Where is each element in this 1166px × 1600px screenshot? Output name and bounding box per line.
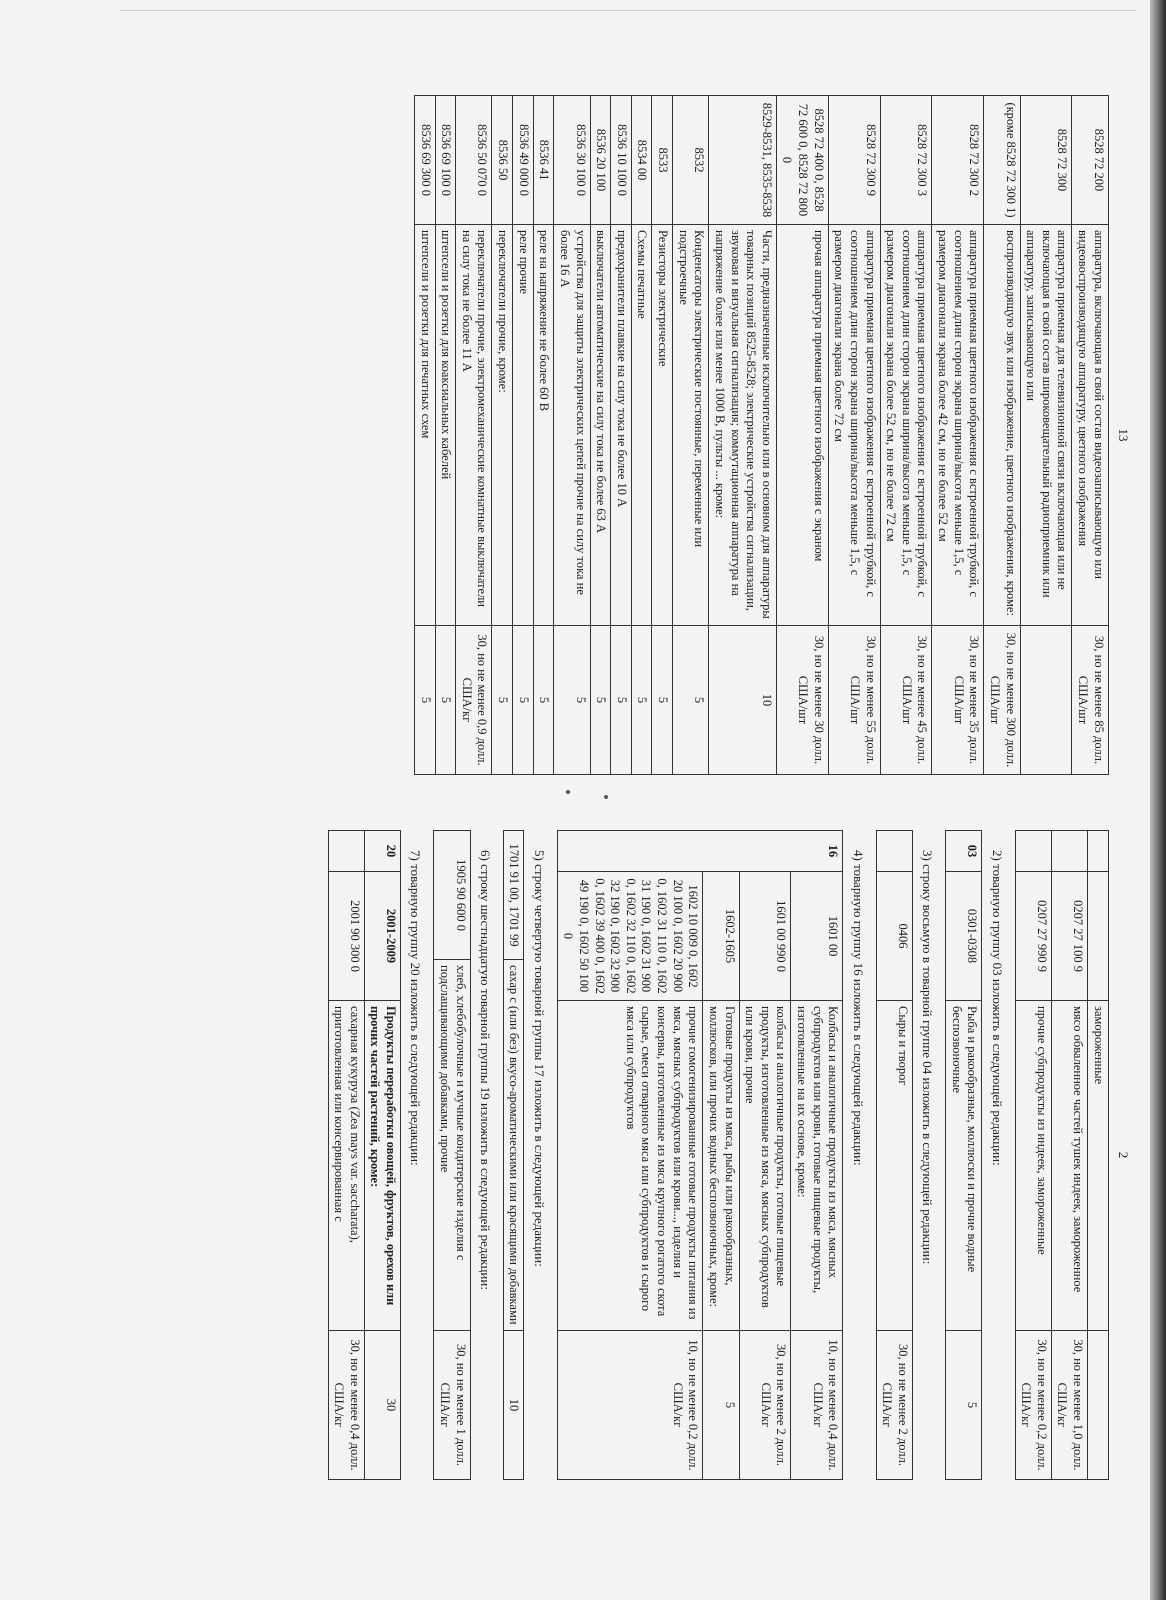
tnved-code: 8528 72 300 9 (828, 96, 880, 225)
tnved-code: 1905 90 600 0 (434, 831, 470, 960)
amendment-note-6: 6) строку шестнадцатую товарной группы 19 изложить в следующей редакции: (477, 850, 493, 1290)
description: Колбасы и аналогичные продукты из мяса, мясных субпродуктов или крови, готовые пищевые продукты, изготовленные на их основе, кроме: (791, 1001, 843, 1331)
table-row (554, 96, 590, 775)
description: Продукты переработки овощей, фруктов, орехов или прочих частей растений, кроме: (364, 1001, 400, 1331)
duty-rate: 5 (590, 626, 611, 775)
description: аппаратура приемная цветного изображения с встроенной трубкой, с соотношением длин сторон экрана ширина/высота меньше 1,5, с размером диагонали экрана более 52 см, но не более 72 см (880, 225, 932, 626)
tnved-code: 8528 72 300 3 (880, 96, 932, 225)
duty-rate: 30, но не менее 35 долл. США/шт (932, 626, 984, 775)
description: Сыры и творог (876, 1001, 912, 1331)
group-number: 16 (557, 831, 843, 872)
scan-speck (604, 795, 608, 799)
tnved-code: 8536 69 100 0 (435, 96, 456, 225)
duty-rate: 10, но не менее 0,2 долл. США/кг (557, 1331, 703, 1480)
table-row (709, 96, 777, 775)
duty-rate: 5 (492, 626, 513, 775)
tnved-code: 8533 (652, 96, 673, 225)
table-row (1020, 96, 1072, 775)
duty-rate: 30, но не менее 85 долл. США/шт (1072, 626, 1108, 775)
table-group-20 (328, 830, 402, 1480)
table-row (631, 96, 652, 775)
group-number: 03 (946, 831, 982, 872)
tnved-code (1088, 872, 1109, 1001)
description: устройства для защиты электрических цепей прочие на силу тока не более 16 А (554, 225, 590, 626)
duty-rate: 5 (703, 1331, 739, 1480)
description: Рыба и ракообразные, моллюски и прочие водные беспозвоночные (946, 1001, 982, 1331)
tnved-code: 0207 27 100 9 (1051, 872, 1087, 1001)
table-row (1015, 831, 1051, 1480)
table-row (503, 831, 524, 1480)
table-group-02-end (1015, 830, 1109, 1480)
tnved-code: 8534 00 (631, 96, 652, 225)
table-row (946, 831, 982, 1480)
table-row (984, 96, 1020, 775)
scan-speck (566, 790, 570, 794)
table-row (513, 96, 534, 775)
table-row (703, 831, 739, 1480)
table-row (791, 831, 843, 1480)
amendment-note-5: 5) строку четвертую товарной группы 17 изложить в следующей редакции: (531, 850, 547, 1267)
duty-rate: 10 (709, 626, 777, 775)
duty-rate: 5 (631, 626, 652, 775)
duty-rate (1020, 626, 1072, 775)
duty-rate: 30, но не менее 30 долл. США/шт (776, 626, 828, 775)
table-row (776, 96, 828, 775)
description: сахар с (или без) вкусо-ароматическими или красящими добавками (503, 960, 524, 1331)
description: прочие гомогенизированные готовые продукты питания из мяса, мясных субпродуктов или крови..., изделия и консервы, изготовленные из мяса крупного рогатого скота сырые, смеси отварного мяса или субпродуктов и сырого мяса или субпродуктов (557, 1001, 703, 1331)
tnved-code: 1701 91 00, 1701 99 (503, 831, 524, 960)
description: реле на напряжение не более 60 В (533, 225, 554, 626)
duty-rate: 30 (364, 1331, 400, 1480)
tnved-code: 8528 72 300 (1020, 96, 1072, 225)
table-group-16 (557, 830, 844, 1480)
duty-rate: 30, но не менее 45 долл. США/шт (880, 626, 932, 775)
description: колбасы и аналогичные продукты, готовые пищевые продукты, изготовленные из мяса, мясных субпродуктов или крови, прочие (739, 1001, 791, 1331)
table-row (876, 831, 912, 1480)
table-row (673, 96, 709, 775)
scan-top-line (120, 10, 1136, 11)
table-row (415, 96, 436, 775)
table-row (557, 831, 703, 1480)
duty-rate: 30, но не менее 1,0 долл. США/кг (1051, 1331, 1087, 1480)
table-row (435, 96, 456, 775)
duty-rate: 5 (513, 626, 534, 775)
duty-rate: 5 (554, 626, 590, 775)
tnved-code: 8536 49 000 0 (513, 96, 534, 225)
tnved-code: 8536 41 (533, 96, 554, 225)
table-row (611, 96, 632, 775)
table-row (456, 96, 492, 775)
tariff-table (414, 95, 1109, 775)
table-row (932, 96, 984, 775)
table-row (533, 96, 554, 775)
tnved-code: 8536 50 070 0 (456, 96, 492, 225)
description: штепсели и розетки для коаксиальных кабелей (435, 225, 456, 626)
duty-rate (1088, 1331, 1109, 1480)
page-number: 13 (1116, 428, 1131, 442)
amendment-note-2: 2) товарную группу 03 изложить в следующей редакции: (989, 850, 1005, 1166)
duty-rate: 5 (652, 626, 673, 775)
duty-rate: 5 (533, 626, 554, 775)
duty-rate: 30, но не менее 0,4 долл. США/кг (328, 1331, 364, 1480)
description: выключатели автоматические на силу тока не более 63 А (590, 225, 611, 626)
tnved-code: 1601 00 (791, 872, 843, 1001)
tnved-code: 1602-1605 (703, 872, 739, 1001)
amendment-note-4: 4) товарную группу 16 изложить в следующей редакции: (850, 850, 866, 1166)
table-row (328, 831, 364, 1480)
description: переключатели прочие, электромеханические комнатные выключатели на силу тока не более 11 А (456, 225, 492, 626)
tnved-code: 0207 27 990 9 (1015, 872, 1051, 1001)
tnved-code: 8528 72 300 2 (932, 96, 984, 225)
description: аппаратура приемная цветного изображения с встроенной трубкой, с соотношением длин сторон экрана ширина/высота меньше 1,5, с размером диагонали экрана более 42 см, но не более 52 см (932, 225, 984, 626)
description: сахарная кукуруза (Zea mays var. saccharata), приготовленная или консервированная с (328, 1001, 364, 1331)
tnved-code: (кроме 8528 72 300 1) (984, 96, 1020, 225)
duty-rate: 30, но не менее 1 долл. США/кг (434, 1331, 470, 1480)
duty-rate: 5 (946, 1331, 982, 1480)
duty-rate: 30, но не менее 2 долл. США/кг (876, 1331, 912, 1480)
page-2 (95, 830, 1135, 1480)
table-row-1905 (433, 830, 470, 1480)
duty-rate: 5 (611, 626, 632, 775)
description: аппаратура приемная цветного изображения с встроенной трубкой, с соотношением длин сторон экрана ширина/высота меньше 1,5, с размером диагонали экрана более 72 см (828, 225, 880, 626)
tnved-code: 0406 (876, 872, 912, 1001)
table-group-03 (945, 830, 982, 1480)
duty-rate: 10 (503, 1331, 524, 1480)
amendment-note-3: 3) строку восьмую в товарной группе 04 изложить в следующей редакции: (920, 850, 936, 1265)
tnved-code: 8529-8531, 8535-8538 (709, 96, 777, 225)
duty-rate: 30, но не менее 0,9 долл. США/кг (456, 626, 492, 775)
table-row (434, 831, 470, 1480)
table-row (590, 96, 611, 775)
description: реле прочие (513, 225, 534, 626)
tnved-code: 8528 72 400 0, 8528 72 600 0, 8528 72 800 0 (776, 96, 828, 225)
table-row (1051, 831, 1087, 1480)
table-row-0406 (876, 830, 913, 1480)
description: предохранители плавкие на силу тока не более 10 А (611, 225, 632, 626)
table-row-1701 (503, 830, 525, 1480)
description: прочая аппаратура приемная цветного изображения с экраном (776, 225, 828, 626)
tnved-code: 8536 30 100 0 (554, 96, 590, 225)
description: штепсели и розетки для печатных схем (415, 225, 436, 626)
description: аппаратура приемная для телевизионной связи включающая или не включающая в свой состав широковещательный радиоприемник или аппаратуру, записывающую или (1020, 225, 1072, 626)
page-13 (95, 95, 1135, 775)
table-row (492, 96, 513, 775)
duty-rate: 5 (673, 626, 709, 775)
tnved-code: 8528 72 200 (1072, 96, 1108, 225)
table-row (880, 96, 932, 775)
tnved-code: 0301-0308 (946, 872, 982, 1001)
tnved-code: 1602 10 009 0, 1602 20 100 0, 1602 20 900 0, 1602 31 110 0, 1602 31 190 0, 1602 31 900 0, 1602 32 110 0, 1602 32 190 0, 1602 32 900 0, 1602 39 400 0, 1602 49 190 0, 1602 50 100 0 (557, 872, 703, 1001)
description: хлеб, хлебобулочные и мучные кондитерские изделия с подслащивающими добавками, прочие (434, 960, 470, 1331)
table-row (828, 96, 880, 775)
tnved-code: 8536 10 100 0 (611, 96, 632, 225)
scan-binding-edge (1150, 0, 1166, 1600)
duty-rate: 30, но не менее 55 долл. США/шт (828, 626, 880, 775)
page-number: 2 (1116, 1151, 1131, 1159)
tnved-code: 8536 20 100 (590, 96, 611, 225)
description: переключатели прочие, кроме: (492, 225, 513, 626)
description: замороженные (1088, 1001, 1109, 1331)
duty-rate: 5 (415, 626, 436, 775)
tnved-code: 2001-2009 (364, 872, 400, 1001)
description: Конденсаторы электрические постоянные, переменные или подстроечные (673, 225, 709, 626)
duty-rate: 30, но не менее 2 долл. США/кг (739, 1331, 791, 1480)
tnved-code: 1601 00 990 0 (739, 872, 791, 1001)
tnved-code: 8536 50 (492, 96, 513, 225)
description: воспроизводящую звук или изображение, цветного изображения, кроме: (984, 225, 1020, 626)
tnved-code: 2001 90 300 0 (328, 872, 364, 1001)
tnved-code: 8532 (673, 96, 709, 225)
description: мясо обваленное частей тушек индеек, замороженное (1051, 1001, 1087, 1331)
table-row (364, 831, 400, 1480)
description: Части, предназначенные исключительно или в основном для аппаратуры товарных позиций 8525-8528; электрические устройства сигнализации, звуковая и визуальная сигнализация; коммутационная аппаратура на напряжение более или менее 1000 В, пульты ... кроме: (709, 225, 777, 626)
description: Резисторы электрические (652, 225, 673, 626)
description: Схемы печатные (631, 225, 652, 626)
table-row (652, 96, 673, 775)
tnved-code: 8536 69 300 0 (415, 96, 436, 225)
table-row (1072, 96, 1108, 775)
duty-rate: 30, но не менее 300 долл. США/шт (984, 626, 1020, 775)
group-number: 20 (364, 831, 400, 872)
table-row (739, 831, 791, 1480)
table-row (1088, 831, 1109, 1480)
description: прочие субпродукты из индеек, замороженные (1015, 1001, 1051, 1331)
description: аппаратура, включающая в свой состав видеозаписывающую или видеовоспроизводящую аппаратуру, цветного изображения (1072, 225, 1108, 626)
description: Готовые продукты из мяса, рыбы или ракообразных, моллюсков, или прочих водных беспозвоночных, кроме: (703, 1001, 739, 1331)
duty-rate: 30, но не менее 0,2 долл. США/кг (1015, 1331, 1051, 1480)
amendment-note-7: 7) товарную группу 20 изложить в следующей редакции: (408, 850, 424, 1166)
duty-rate: 10, но не менее 0,4 долл. США/кг (791, 1331, 843, 1480)
duty-rate: 5 (435, 626, 456, 775)
